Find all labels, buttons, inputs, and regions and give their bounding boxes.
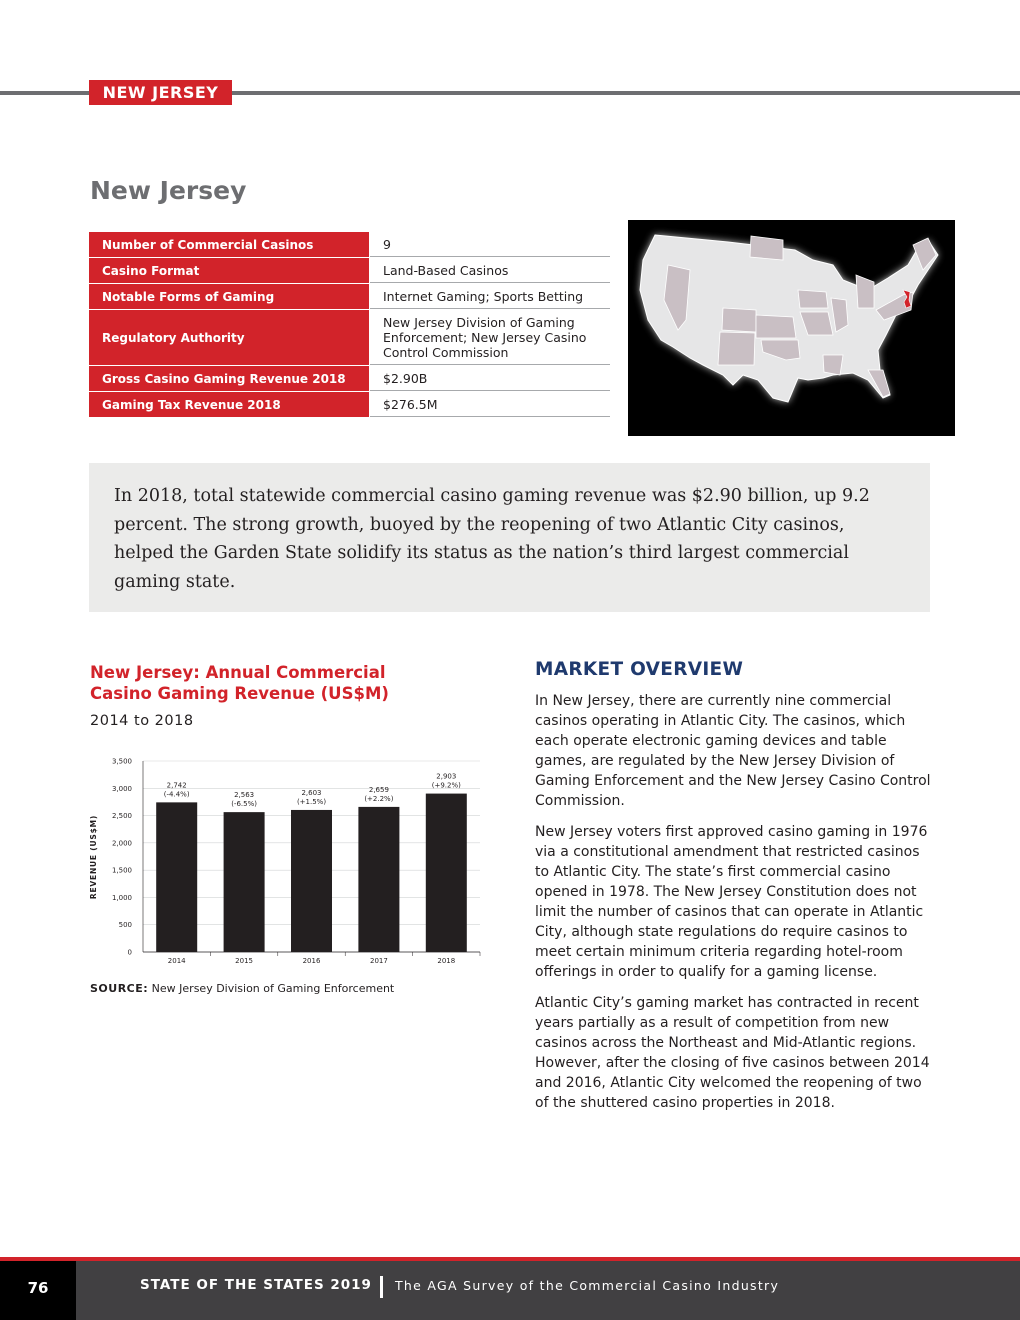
data-label: 2,659 xyxy=(368,785,389,794)
bar xyxy=(291,810,332,952)
x-tick-label: 2015 xyxy=(235,957,254,965)
change-label: (+1.5%) xyxy=(296,797,327,806)
x-tick-label: 2017 xyxy=(369,957,388,965)
source-label: SOURCE: xyxy=(90,982,149,995)
bar xyxy=(156,802,197,952)
us-map xyxy=(628,220,955,436)
y-tick-label: 3,500 xyxy=(111,757,132,766)
fact-value: New Jersey Division of Gaming Enforcement; New Jersey Casino Control Commission xyxy=(370,310,610,365)
fact-label: Gaming Tax Revenue 2018 xyxy=(89,392,369,417)
fact-value: $276.5M xyxy=(370,392,610,417)
state-tag: NEW JERSEY xyxy=(89,80,232,105)
bar xyxy=(358,807,399,952)
market-overview-heading: MARKET OVERVIEW xyxy=(535,659,744,680)
fact-value: Land-Based Casinos xyxy=(370,258,610,283)
y-tick-label: 1,500 xyxy=(111,866,132,875)
fact-value: Internet Gaming; Sports Betting xyxy=(370,284,610,309)
facts-row xyxy=(89,284,610,309)
facts-row xyxy=(89,310,610,365)
summary-callout: In 2018, total statewide commercial casino gaming revenue was $2.90 billion, up 9.2 percent. The strong growth, buoyed by the reopening of two Atlantic City casinos, helped the Garden State solidify its status as the nation’s third largest commercial gaming state. xyxy=(89,463,930,612)
data-label: 2,742 xyxy=(166,781,187,790)
facts-row xyxy=(89,366,610,391)
y-tick-label: 1,000 xyxy=(111,893,132,902)
chart-title: New Jersey: Annual Commercial Casino Gaming Revenue (US$M) xyxy=(90,663,389,703)
facts-row xyxy=(89,392,610,417)
footer-divider xyxy=(380,1276,383,1298)
bar xyxy=(426,794,467,952)
change-label: (-6.5%) xyxy=(231,800,257,809)
facts-row xyxy=(89,258,610,283)
change-label: (-4.4%) xyxy=(163,790,190,799)
bar xyxy=(224,812,265,952)
fact-label: Number of Commercial Casinos xyxy=(89,232,369,257)
data-label: 2,563 xyxy=(234,791,255,800)
footer-title: STATE OF THE STATES 2019 xyxy=(140,1277,372,1293)
fact-label: Regulatory Authority xyxy=(89,310,369,365)
fact-value: 9 xyxy=(370,232,610,257)
fact-label: Casino Format xyxy=(89,258,369,283)
change-label: (+2.2%) xyxy=(364,794,394,803)
fact-value: $2.90B xyxy=(370,366,610,391)
revenue-bar-chart xyxy=(85,750,485,970)
source-text: New Jersey Division of Gaming Enforcement xyxy=(148,982,395,995)
x-tick-label: 2016 xyxy=(302,957,321,965)
x-tick-label: 2014 xyxy=(167,957,186,965)
paragraph: Atlantic City’s gaming market has contracted in recent years partially as a result of competition from new casinos across the Northeast and Mid-Atlantic regions. However, after the closing of five casinos between 2014 and 2016, Atlantic City welcomed the reopening of two of the shuttered casino properties in 2018. xyxy=(535,995,930,1111)
x-tick-label: 2018 xyxy=(437,957,456,965)
paragraph: In New Jersey, there are currently nine commercial casinos operating in Atlantic City. The casinos, which each operate electronic gaming devices and table games, are regulated by the New Jersey Division of Gaming Enforcement and the New Jersey Casino Control Commission. xyxy=(535,693,931,809)
page-title: New Jersey xyxy=(90,176,247,205)
chart-subtitle: 2014 to 2018 xyxy=(90,713,194,729)
footer-subtitle: The AGA Survey of the Commercial Casino Industry xyxy=(395,1278,780,1293)
page-number: 76 xyxy=(0,1261,76,1320)
y-axis-label: REVENUE (US$M) xyxy=(89,814,98,900)
y-tick-label: 3,000 xyxy=(111,784,132,793)
chart-source xyxy=(90,982,394,995)
facts-row xyxy=(89,232,610,257)
y-tick-label: 2,000 xyxy=(111,839,132,848)
change-label: (+9.2%) xyxy=(431,781,461,790)
y-tick-label: 500 xyxy=(118,921,132,930)
y-tick-label: 2,500 xyxy=(111,812,132,821)
market-overview-body xyxy=(535,691,935,1124)
y-tick-label: 0 xyxy=(127,948,132,957)
fact-label: Notable Forms of Gaming xyxy=(89,284,369,309)
data-label: 2,903 xyxy=(436,772,457,781)
data-label: 2,603 xyxy=(301,788,322,797)
fact-label: Gross Casino Gaming Revenue 2018 xyxy=(89,366,369,391)
facts-table xyxy=(89,232,610,418)
paragraph: New Jersey voters first approved casino gaming in 1976 via a constitutional amendment that restricted casinos to Atlantic City. The state’s first commercial casino opened in 1978. The New Jersey Constitution does not limit the number of casinos that can operate in Atlantic City, although state regulations do require casinos to meet certain minimum criteria regarding hotel-room offerings in order to qualify for a gaming license. xyxy=(535,824,928,980)
